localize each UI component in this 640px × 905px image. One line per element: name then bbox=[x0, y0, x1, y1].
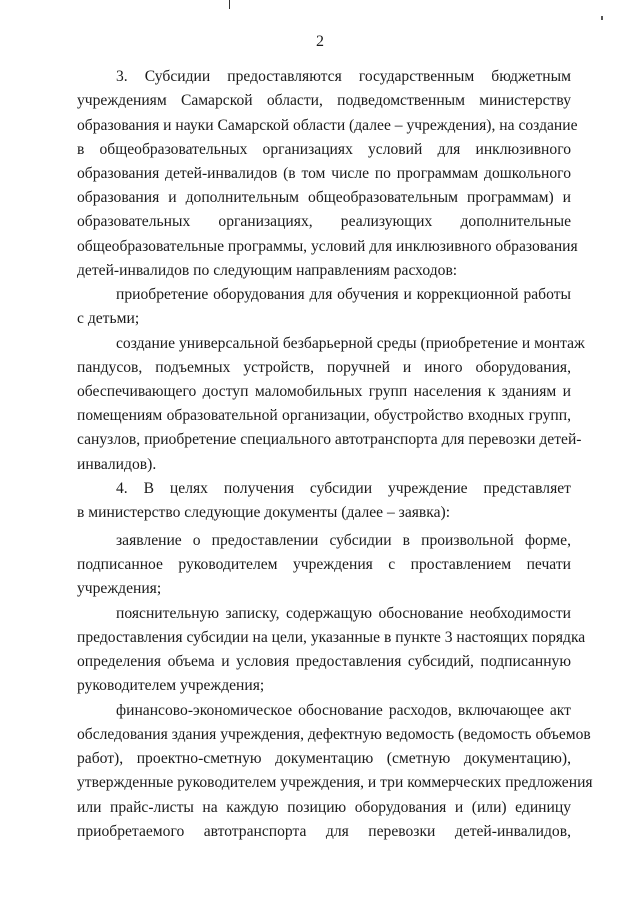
text-line: помещениям образовательной организации, обустройство входных групп, bbox=[77, 407, 571, 424]
text-line: в общеобразовательных организациях условий для инклюзивного bbox=[77, 141, 571, 158]
text-line: в министерство следующие документы (далее – заявка): bbox=[77, 504, 451, 521]
text-line: определения объема и условия предоставления субсидий, подписанную bbox=[77, 653, 571, 670]
text-line: учреждения; bbox=[77, 580, 162, 597]
text-line: общеобразовательные программы, условий для инклюзивного образования bbox=[77, 238, 578, 255]
text-line: финансово-экономическое обоснование расходов, включающее акт bbox=[116, 702, 571, 719]
text-line: 4. В целях получения субсидии учреждение представляет bbox=[116, 480, 571, 497]
scan-mark-right bbox=[601, 16, 603, 20]
text-line: обследования здания учреждения, дефектную ведомость (ведомость объемов bbox=[77, 726, 591, 743]
text-line: приобретаемого автотранспорта для перевозки детей-инвалидов, bbox=[77, 823, 571, 840]
text-line: утвержденные руководителем учреждения, и три коммерческих предложения bbox=[77, 774, 593, 791]
text-line: пояснительную записку, содержащую обоснование необходимости bbox=[116, 605, 571, 622]
page-number: 2 bbox=[316, 33, 324, 50]
text-line: санузлов, приобретение специального автотранспорта для перевозки детей- bbox=[77, 431, 582, 448]
text-line: 3. Субсидии предоставляются государственным бюджетным bbox=[116, 68, 571, 85]
text-line: приобретение оборудования для обучения и коррекционной работы bbox=[116, 286, 571, 303]
text-line: детей-инвалидов по следующим направлениям расходов: bbox=[77, 262, 458, 279]
text-line: заявление о предоставлении субсидии в произвольной форме, bbox=[116, 532, 571, 549]
text-line: образования и дополнительным общеобразовательным программам) и bbox=[77, 189, 571, 206]
text-line: создание универсальной безбарьерной среды (приобретение и монтаж bbox=[116, 335, 585, 352]
scan-mark-top bbox=[229, 0, 230, 9]
text-line: образовательных организациях, реализующих дополнительные bbox=[77, 213, 571, 230]
text-line: работ), проектно-сметную документацию (сметную документацию), bbox=[77, 750, 571, 767]
text-line: учреждениям Самарской области, подведомственным министерству bbox=[77, 92, 571, 109]
text-line: инвалидов). bbox=[77, 456, 157, 473]
text-line: руководителем учреждения; bbox=[77, 677, 265, 694]
text-line: обеспечивающего доступ маломобильных групп населения к зданиям и bbox=[77, 383, 571, 400]
text-line: образования и науки Самарской области (далее – учреждения), на создание bbox=[77, 117, 578, 134]
text-line: подписанное руководителем учреждения с проставлением печати bbox=[77, 556, 571, 573]
text-line: пандусов, подъемных устройств, поручней и иного оборудования, bbox=[77, 359, 571, 376]
text-line: образования детей-инвалидов (в том числе по программам дошкольного bbox=[77, 165, 571, 182]
text-line: с детьми; bbox=[77, 310, 140, 327]
text-line: предоставления субсидии на цели, указанные в пункте 3 настоящих порядка bbox=[77, 629, 586, 646]
text-line: или прайс-листы на каждую позицию оборудования и (или) единицу bbox=[77, 799, 571, 816]
